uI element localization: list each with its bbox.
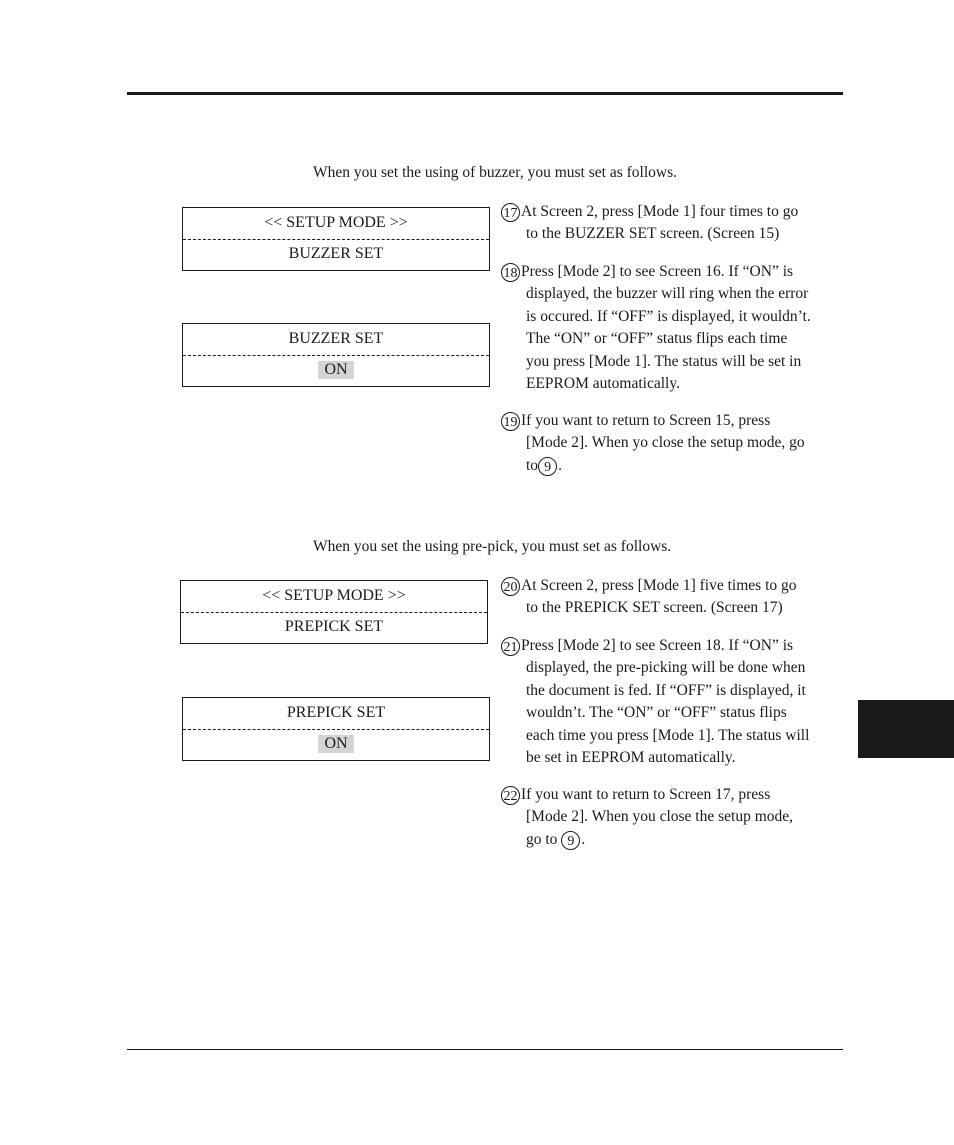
step-20 [501,575,797,620]
step-text-line: Press [Mode 2] to see Screen 16. If “ON” is [521,263,794,280]
buzzer-intro: When you set the using of buzzer, you must set as follows. [313,164,677,181]
lcd-line-2: PREPICK SET [284,618,384,635]
lcd-line-1: << SETUP MODE >> [264,214,408,231]
lcd-screen-17 [180,580,488,644]
step-text-line: to the PREPICK SET screen. (Screen 17) [526,599,783,617]
step-text-line: is occured. If “OFF” is displayed, it wouldn’t. [526,307,811,325]
step-19: 19 If you want to return to Screen 15, press [Mode 2]. When yo close the setup mode, go to 9 . [501,410,805,477]
status-value-highlight: ON [318,361,353,379]
step-text-line: each time you press [Mode 1]. The status will [526,726,810,744]
step-text-line: the document is fed. If “OFF” is displayed, it [526,681,806,699]
step-text-line: you press [Mode 1]. The status will be set in [526,352,802,370]
chapter-tab [858,700,954,758]
lcd-line-2 [183,729,489,759]
step-text-line: The “ON” or “OFF” status flips each time [526,330,788,348]
step-text-line: At Screen 2, press [Mode 1] four times to go [521,203,799,220]
step-text-line: to the BUZZER SET screen. (Screen 15) [526,225,780,243]
lcd-screen-16 [182,323,490,387]
step-text-line: displayed, the buzzer will ring when the error [526,285,809,303]
step-reference-badge: 9 [561,831,580,850]
lcd-screen-15 [182,207,490,271]
step-text-line: go to [526,830,558,848]
header-rule [127,92,843,95]
lcd-line-2 [183,355,489,385]
step-text-line: [Mode 2]. When yo close the setup mode, go [526,434,805,452]
lcd-screen-18 [182,697,490,761]
step-text-line: If you want to return to Screen 17, press [521,786,771,803]
step-18 [501,261,811,395]
step-text-line: Press [Mode 2] to see Screen 18. If “ON” is [521,637,794,654]
step-text-line: wouldn’t. The “ON” or “OFF” status flips [526,704,787,722]
lcd-line-1: << SETUP MODE >> [262,587,406,604]
lcd-line-2: BUZZER SET [288,245,384,262]
step-17 [501,201,798,246]
step-reference-badge: 9 [538,457,557,476]
step-22: 22 If you want to return to Screen 17, press [Mode 2]. When you close the setup mode, go to 9 . [501,784,793,851]
prepick-intro: When you set the using pre-pick, you must set as follows. [313,538,672,555]
status-value-highlight: ON [318,735,353,753]
step-text-line: EEPROM automatically. [526,375,680,393]
step-number-badge: 22 [501,786,520,805]
step-number-badge: 20 [501,577,520,596]
step-number-badge: 19 [501,412,520,431]
lcd-line-1: BUZZER SET [288,330,384,347]
step-number-badge: 21 [501,637,520,656]
step-text-line: be set in EEPROM automatically. [526,749,736,767]
step-text-line: displayed, the pre-picking will be done when [526,659,806,677]
lcd-line-1: PREPICK SET [286,704,386,721]
step-number-badge: 18 [501,263,520,282]
step-number-badge: 17 [501,203,520,222]
footer-rule [127,1049,843,1050]
step-text-line: If you want to return to Screen 15, press [521,412,771,429]
step-text-line: At Screen 2, press [Mode 1] five times to go [521,577,797,594]
step-text-line: [Mode 2]. When you close the setup mode, [526,808,794,826]
step-text-line: to [526,456,539,474]
step-21 [501,635,809,769]
